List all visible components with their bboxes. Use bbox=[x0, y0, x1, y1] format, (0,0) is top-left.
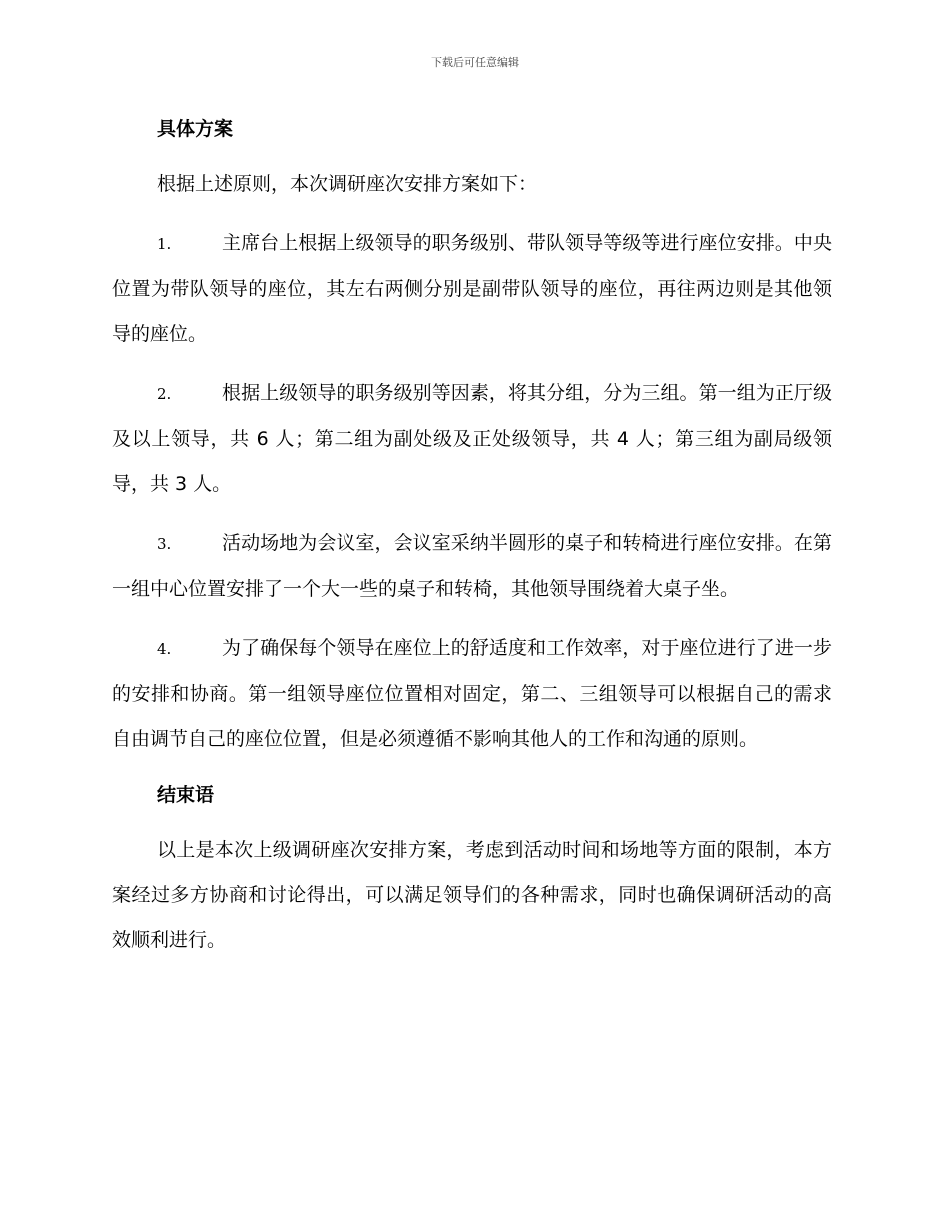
list-item-text: 根据上级领导的职务级别等因素，将其分组，分为三组。第一组为正厅级及以上领导，共 6 人；第二组为副处级及正处级领导，共 4 人；第三组为副局级领导，共 3 人。 bbox=[112, 382, 832, 495]
list-item-text: 主席台上根据上级领导的职务级别、带队领导等级等进行座位安排。中央位置为带队领导的座位，其左右两侧分别是副带队领导的座位，再往两边则是其他领导的座位。 bbox=[112, 232, 832, 345]
section-heading-conclusion: 结束语 bbox=[157, 784, 215, 806]
list-number: 3. bbox=[157, 535, 172, 553]
list-item bbox=[112, 221, 832, 357]
list-item bbox=[112, 371, 832, 507]
section-heading-plan: 具体方案 bbox=[157, 118, 234, 140]
list-number: 1. bbox=[157, 235, 172, 253]
list-number: 2. bbox=[157, 385, 172, 403]
list-number: 4. bbox=[157, 640, 172, 658]
document-body bbox=[112, 108, 832, 963]
list-item-text: 为了确保每个领导在座位上的舒适度和工作效率，对于座位进行了进一步的安排和协商。第一组领导座位位置相对固定，第二、三组领导可以根据自己的需求自由调节自己的座位位置，但是必须遵循不影响其他人的工作和沟通的原则。 bbox=[112, 637, 832, 750]
plan-intro-paragraph: 根据上述原则，本次调研座次安排方案如下： bbox=[157, 173, 538, 195]
page-header: 下载后可任意编辑 bbox=[431, 56, 519, 69]
list-item-text: 活动场地为会议室，会议室采纳半圆形的桌子和转椅进行座位安排。在第一组中心位置安排了一个大一些的桌子和转椅，其他领导围绕着大桌子坐。 bbox=[112, 532, 832, 600]
list-item bbox=[112, 626, 832, 762]
conclusion-paragraph: 以上是本次上级调研座次安排方案，考虑到活动时间和场地等方面的限制，本方案经过多方协商和讨论得出，可以满足领导们的各种需求，同时也确保调研活动的高效顺利进行。 bbox=[112, 839, 832, 951]
list-item bbox=[112, 521, 832, 612]
